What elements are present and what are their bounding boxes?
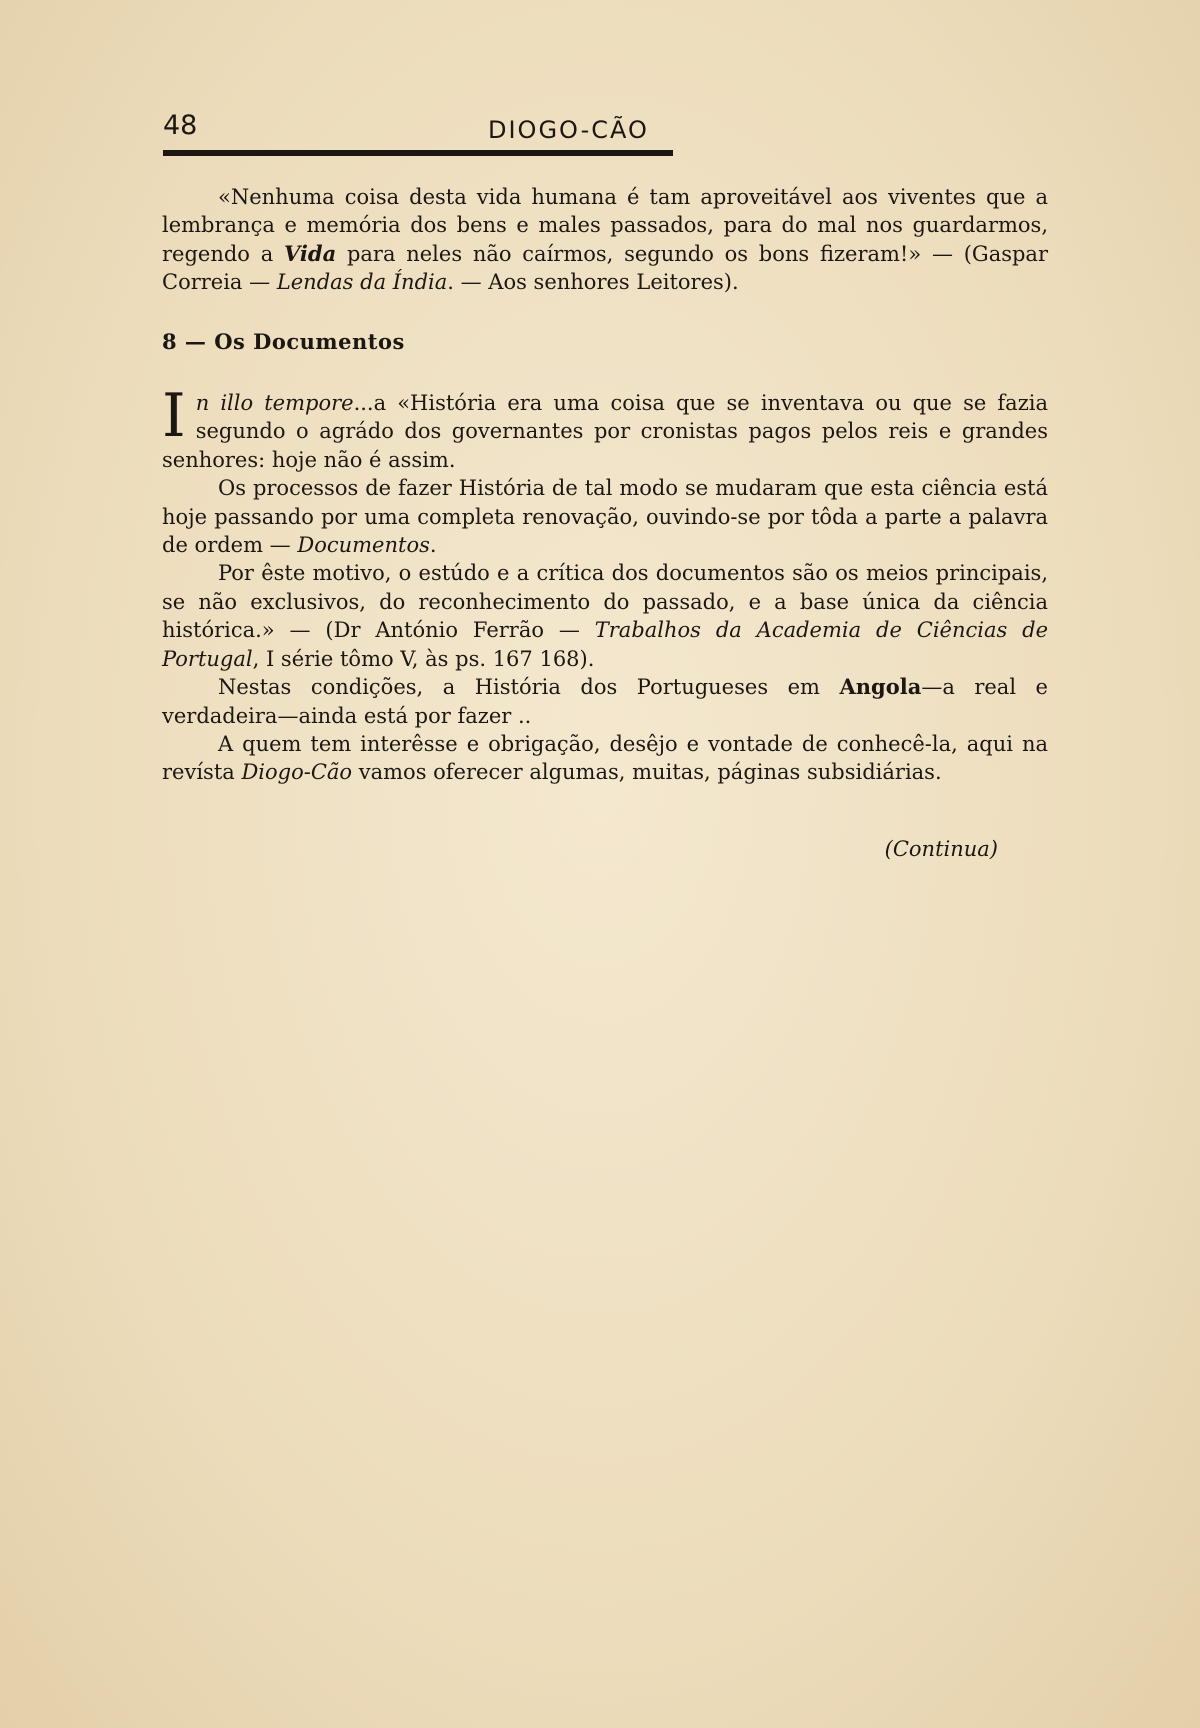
drop-cap: I bbox=[162, 381, 186, 452]
body-text bbox=[162, 183, 1048, 863]
trabalhos-citation: Trabalhos da Academia de Ciências de Portugal bbox=[162, 618, 1049, 671]
documentos-term: Documentos bbox=[297, 533, 430, 558]
quote-lendas: Lendas da Índia bbox=[276, 270, 448, 295]
paragraph-5: A quem tem interêsse e obrigação, desêjo e vontade de conhecê-la, aqui na revísta Diogo-Cão vamos oferecer algumas, muitas, páginas subsidiárias. bbox=[162, 731, 1048, 785]
section-heading: 8 — Os Documentos bbox=[162, 328, 405, 354]
running-title: DIOGO-CÃO bbox=[488, 116, 649, 144]
page-header bbox=[163, 110, 673, 146]
paragraph-1: In illo tempore...a «História era uma coisa que se inventava ou que se fazia segundo o agrádo dos governantes por cronistas pagos pelos reis e grandes senhores: hoje não é assim. bbox=[162, 381, 1048, 472]
continua-note: (Continua) bbox=[884, 836, 998, 861]
angola-term: Angola bbox=[839, 674, 922, 700]
opening-quote: «Nenhuma coisa desta vida humana é tam aproveitável aos viventes que a lembrança e memória dos bens e males passados, para do mal nos guardarmos, regendo a Vida para neles não caírmos, segundo os bons fizeram!» — (Gaspar Correia — Lendas da Índia. — Aos senhores Leitores). bbox=[162, 185, 1048, 295]
diogo-cao-title: Diogo-Cão bbox=[241, 760, 353, 785]
paragraph-3: Por êste motivo, o estúdo e a crítica dos documentos são os meios principais, se não exclusivos, do reconhecimento do passado, e a base única da ciência histórica.» — (Dr António Ferrão — Trabalhos da Academia de Ciências de Portugal, I série tômo V, às ps. 167 168). bbox=[162, 561, 1049, 671]
header-rule bbox=[163, 150, 673, 156]
quote-vida: Vida bbox=[283, 240, 337, 266]
paragraph-2: Os processos de fazer História de tal modo se mudaram que esta ciência está hoje passando por uma completa renovação, ouvindo-se por tôda a parte a palavra de ordem — Documentos. bbox=[162, 476, 1048, 558]
in-illo-tempore: n illo tempore bbox=[195, 391, 354, 416]
paragraph-4: Nestas condições, a História dos Portugueses em Angola—a real e verdadeira—ainda está por fazer .. bbox=[162, 674, 1048, 728]
page-number: 48 bbox=[163, 110, 198, 141]
